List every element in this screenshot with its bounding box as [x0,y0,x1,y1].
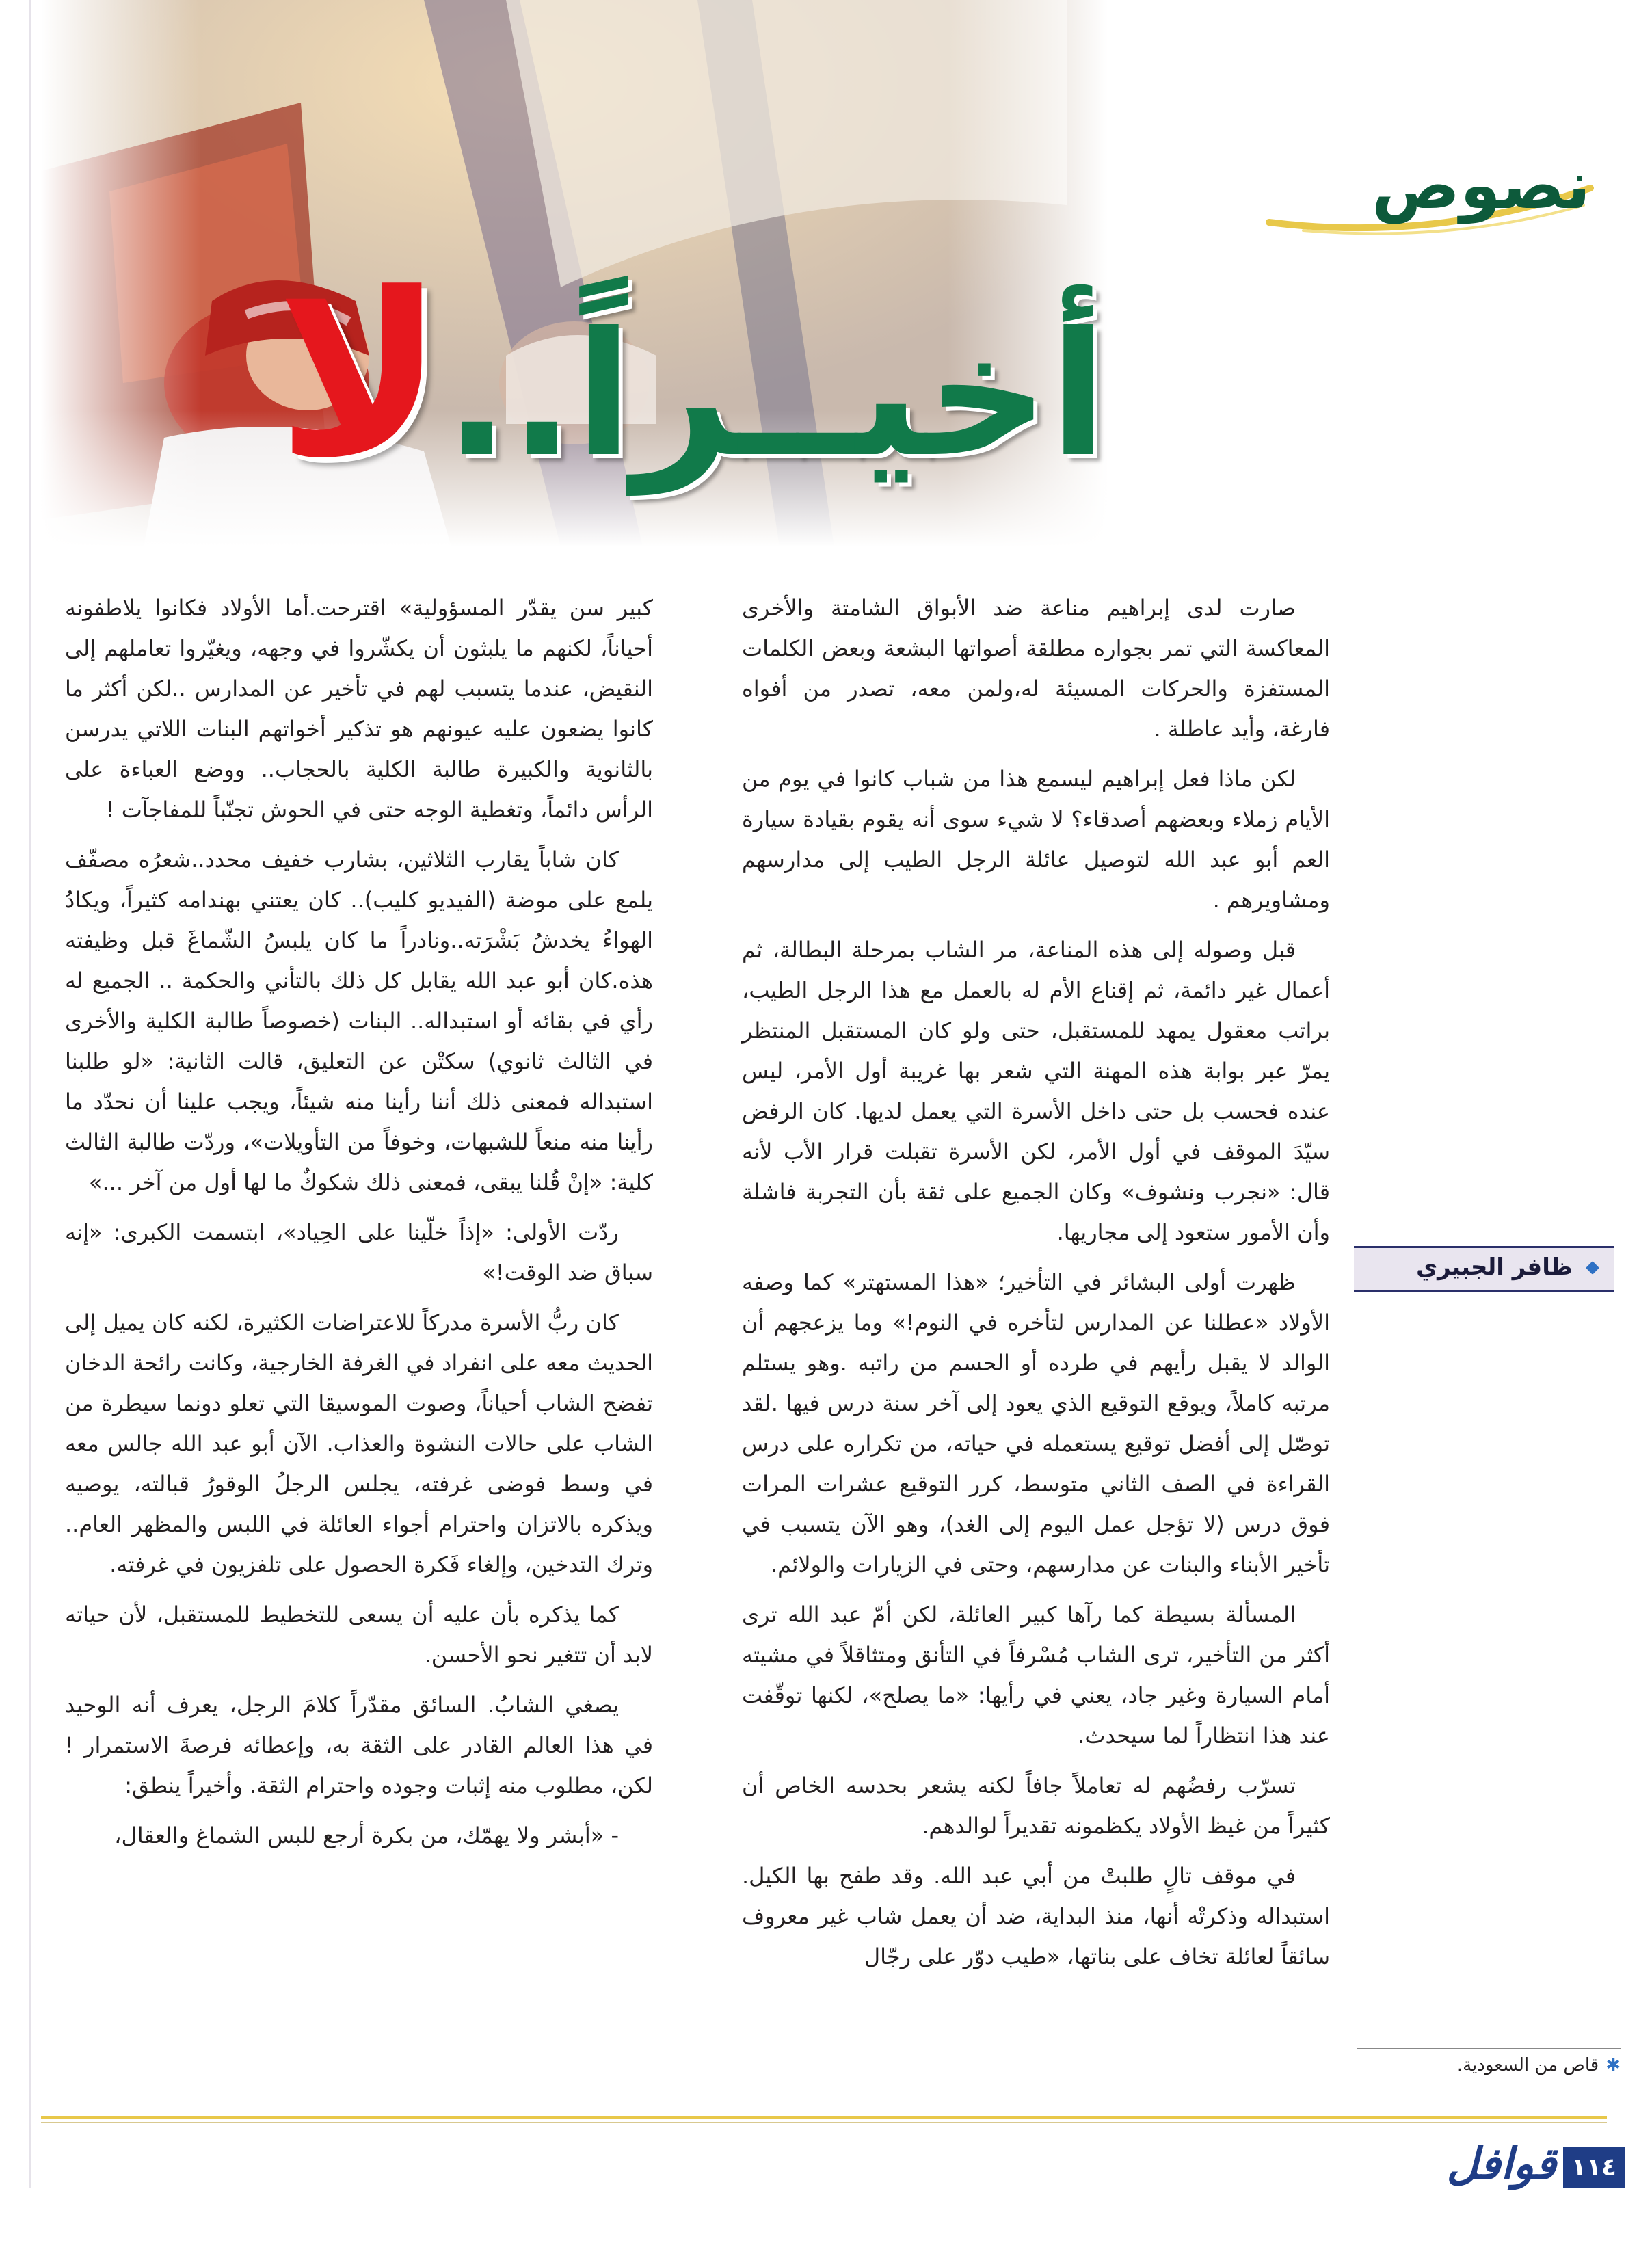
paragraph: يصغي الشابُ. السائق مقدّراً كلامَ الرجل، يعرف أنه الوحيد في هذا العالم القادر على الثقة به، وإعطائه فرصةَ الاستمرار ! لكن، مطلوب منه إثبات وجوده واحترام الثقة. وأخيراً ينطق: [65,1692,653,1799]
author-note: قاص من السعودية. [1456,2055,1599,2075]
author-footnote [1357,2055,1621,2082]
section-title: نصوص [1372,147,1590,224]
bullet-icon [1586,1261,1599,1275]
paragraph: كبير سن يقدّر المسؤولية» اقترحت.أما الأولاد فكانوا يلاطفونه أحياناً، لكنهم ما يلبثون أن يكشّروا في وجهه، ويغيّروا تعاملهم إلى النقيض، عندما يتسبب لهم في تأخير عن المدارس ..لكن أكثر ما كانوا يضعون عليه عيونهم هو تذكير أخواتهم البنات اللاتي يدرسن بالثانوية والكبيرة طالبة الكلية بالحجاب.. ووضع العباءة على الرأس دائماً، وتغطية الوجه حتى في الحوش تجنّباً للمفاجآت ! [65,595,653,823]
article-title [276,245,1108,533]
footer-rule-thin [41,2122,1607,2123]
paragraph: المسألة بسيطة كما رآها كبير العائلة، لكن أمّ عبد الله ترى أكثر من التأخير، ترى الشاب مُسْرفاً في التأنق ومتثاقلاً في مشيته أمام السيارة وغير جاد، يعني في رأيها: «ما يصلح»، لكنها توقّفت عند هذا انتظاراً لما سيحدث. [742,1602,1330,1749]
paragraph: صارت لدى إبراهيم مناعة ضد الأبواق الشامتة والأخرى المعاكسة التي تمر بجواره مطلقة أصواتها البشعة وبعض الكلمات المستفزة والحركات المسيئة له،ولمن معه، تصدر من أفواه فارغة، وأيد عاطلة . [742,595,1330,742]
footer-rule [41,2116,1607,2119]
section-header [1262,140,1604,243]
article-title-main: أخيــراً.. [444,295,1108,494]
page-border [29,0,31,2188]
magazine-logo: قوافل [1446,2139,1556,2190]
paragraph: - «أبشر ولا يهمّك، من بكرة أرجع للبس الشماغ والعقال، [114,1822,619,1848]
paragraph: في موقف تالٍ طلبتْ من أبي عبد الله. وقد طفح بها الكيل. استبداله وذكرتْه أنها، منذ البداية، ضد أن يعمل شاب غير معروف سائقاً لعائلة تخاف على بناتها، «طيب دوّر على رجّال [742,1863,1330,1969]
paragraph: كان ربُّ الأسرة مدركاً للاعتراضات الكثيرة، لكنه كان يميل إلى الحديث معه على انفراد في الغرفة الخارجية، وكانت رائحة الدخان تفضح الشاب أحياناً، وصوت الموسيقا التي تعلو دونما سيطرة من الشاب على حالات النشوة والعذاب. الآن أبو عبد الله جالس معه في وسط فوضى غرفته، يجلس الرجلُ الوقورُ قبالته، يوصيه ويذكره بالاتزان واحترام أجواء العائلة في اللبس والمظهر العام.. وترك التدخين، وإلغاء فَكرة الحصول على تلفزيون في غرفته. [65,1310,653,1578]
paragraph: كان شاباً يقارب الثلاثين، بشارب خفيف محدد..شعرُه مصفّف يلمع على موضة (الفيديو كليب).. كان يعتني بهندامه كثيراً، ويكادُ الهواءُ يخدشُ بَشْرَته..ونادراً ما كان يلبسُ الشّماغَ قبل وظيفته هذه.كان أبو عبد الله يقابل كل ذلك بالتأني والحكمة .. الجميع له رأي في بقائه أو استبداله.. البنات (خصوصاً طالبة الكلية والأخرى في الثالث ثانوي) سكتْن عن التعليق، قالت الثانية: «لو طلبنا استبداله فمعنى ذلك أننا رأينا منه شيئاً، ويجب علينا أن نحدّد ما رأينا منه منعاً للشبهات، وخوفاً من التأويلات»، وردّت طالبة الثالث كلية: «إنْ قُلنا يبقى، فمعنى ذلك شكوكٌ ما لها أول من آخر ...» [65,847,653,1195]
article-title-accent: لا [276,245,445,507]
article-column-left [65,588,653,2038]
paragraph: ردّت الأولى: «إذاً خلّينا على الحِياد»، ابتسمت الكبرى: «إنه سباق ضد الوقت!» [65,1219,653,1286]
paragraph: ظهرت أولى البشائر في التأخير؛ «هذا المستهتر» كما وصفه الأولاد «عطلنا عن المدارس لتأخره في النوم!» وما يزعجهم أن الوالد لا يقبل رأيهم في طرده أو الحسم من راتبه .وهو يستلم مرتبه كاملاً، ويوقع التوقيع الذي يعود إلى آخر سنة درس فيها .لقد توصّل إلى أفضل توقيع يستعمله في حياته، من تكراره على درس القراءة في الصف الثاني متوسط، كرر التوقيع عشرات المرات فوق درس (لا تؤجل عمل اليوم إلى الغد)، وهو الآن يتسبب في تأخير الأبناء والبنات عن مدارسهم، وحتى في الزيارات والولائم. [742,1269,1330,1578]
paragraph: قبل وصوله إلى هذه المناعة، مر الشاب بمرحلة البطالة، ثم أعمال غير دائمة، ثم إقناع الأم له بالعمل مع هذا الرجل الطيب، براتب معقول يمهد للمستقبل، حتى ولو كان المستقبل المنتظر يمرّ عبر بوابة هذه المهنة التي شعر بها غريبة أول الأمر، ليس عنده فحسب بل حتى داخل الأسرة التي يعمل لديها. كان الرفض سيّدَ الموقف في أول الأمر، لكن الأسرة تقبلت قرار الأب لأنه قال: «نجرب ونشوف» وكان الجميع على ثقة بأن التجربة فاشلة وأن الأمور ستعود إلى مجاريها. [742,937,1330,1245]
paragraph: كما يذكره بأن عليه أن يسعى للتخطيط للمستقبل، لأن حياته لابد أن تتغير نحو الأحسن. [65,1602,653,1668]
article-column-right [742,588,1330,2038]
paragraph: لكن ماذا فعل إبراهيم ليسمع هذا من شباب كانوا في يوم من الأيام زملاء وبعضهم أصدقاء؟ لا شيء سوى أنه يقوم بقيادة سيارة العم أبو عبد الله لتوصيل عائلة الرجل الطيب إلى مدارسهم ومشاويرهم . [742,766,1330,913]
paragraph: تسرّب رفضُهم له تعاملاً جافاً لكنه يشعر بحدسه الخاص أن كثيراً من غيظ الأولاد يكظمونه تقديراً لوالدهم. [742,1773,1330,1839]
author-badge [1354,1246,1614,1292]
asterisk-icon: ✱ [1606,2055,1621,2075]
footnote-divider [1357,2048,1621,2049]
page-number: ١١٤ [1563,2147,1625,2188]
author-name: ظافر الجبيري [1415,1253,1573,1281]
